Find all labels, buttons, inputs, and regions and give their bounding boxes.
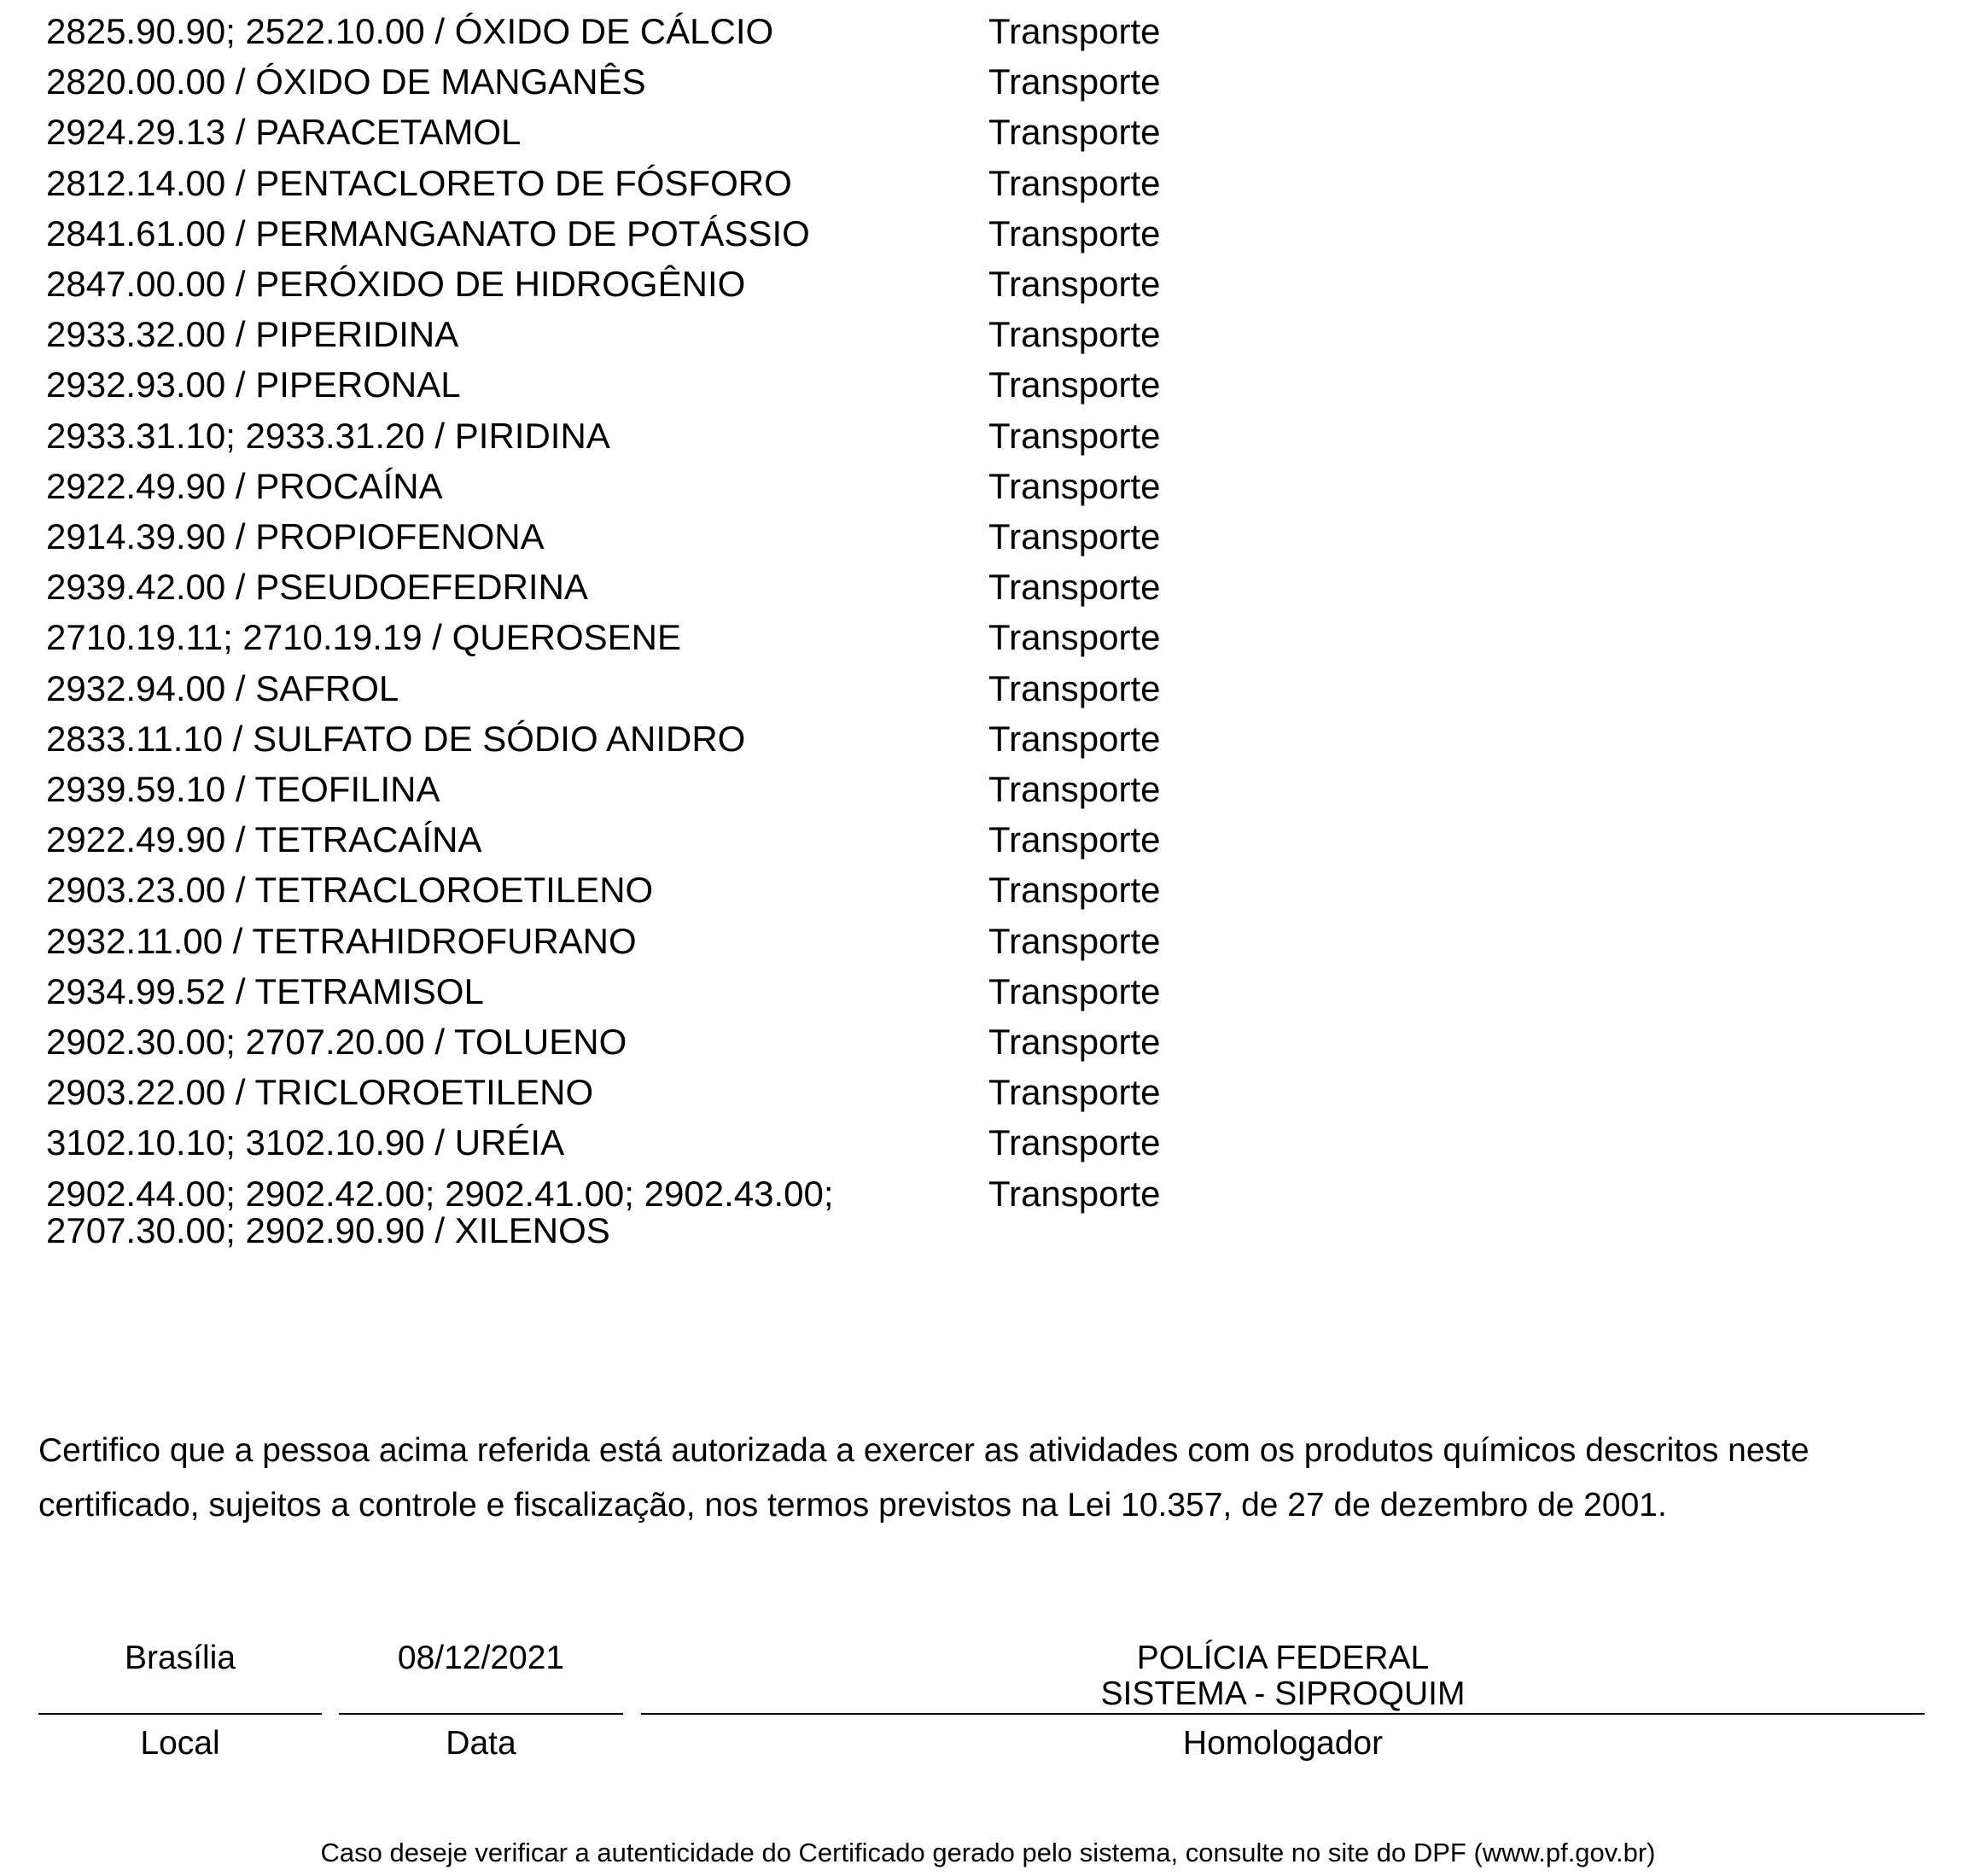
product-name: 2933.31.10; 2933.31.20 / PIRIDINA — [46, 415, 610, 456]
product-activity: Transporte — [988, 415, 1161, 456]
homologator-line-2: SISTEMA - SIPROQUIM — [1100, 1675, 1466, 1712]
product-activity: Transporte — [988, 617, 1161, 658]
product-activity: Transporte — [988, 364, 1161, 405]
product-activity: Transporte — [988, 213, 1161, 253]
product-name: 2710.19.11; 2710.19.19 / QUEROSENE — [46, 617, 682, 658]
product-name: 2932.94.00 / SAFROL — [46, 667, 399, 708]
product-name: 2922.49.90 / TETRACAÍNA — [46, 819, 482, 860]
product-name: 2841.61.00 / PERMANGANATO DE POTÁSSIO — [46, 213, 810, 253]
local-label: Local — [140, 1725, 220, 1762]
product-activity: Transporte — [988, 1122, 1161, 1163]
product-name: 2932.93.00 / PIPERONAL — [46, 364, 461, 405]
product-name: 2924.29.13 / PARACETAMOL — [46, 112, 522, 153]
product-name: 2903.22.00 / TRICLOROETILENO — [46, 1072, 594, 1113]
product-name: 2914.39.90 / PROPIOFENONA — [46, 516, 545, 556]
authenticity-note: Caso deseje verificar a autenticidade do Certificado gerado pelo sistema, consulte no site do DPF (www.pf.gov.br) — [320, 1838, 1656, 1867]
product-name: 2847.00.00 / PERÓXIDO DE HIDROGÊNIO — [46, 264, 746, 304]
date-value: 08/12/2021 — [397, 1640, 565, 1676]
product-activity: Transporte — [988, 920, 1161, 961]
product-activity: Transporte — [988, 870, 1161, 911]
product-name: 2939.59.10 / TEOFILINA — [46, 769, 440, 809]
product-name: 2812.14.00 / PENTACLORETO DE FÓSFORO — [46, 162, 792, 203]
product-activity: Transporte — [988, 465, 1161, 506]
product-name: 2922.49.90 / PROCAÍNA — [46, 465, 443, 506]
product-activity: Transporte — [988, 264, 1161, 304]
homologator-signature-line — [641, 1713, 1925, 1715]
product-name: 2939.42.00 / PSEUDOEFEDRINA — [46, 567, 588, 608]
product-activity: Transporte — [988, 667, 1161, 708]
product-activity: Transporte — [988, 11, 1161, 51]
product-name: 2932.11.00 / TETRAHIDROFURANO — [46, 920, 637, 961]
product-name: 2902.44.00; 2902.42.00; 2902.41.00; 2902.43.00; 2707.30.00; 2902.90.90 / XILENOS — [46, 1173, 834, 1250]
product-activity: Transporte — [988, 718, 1161, 759]
product-name: 2833.11.10 / SULFATO DE SÓDIO ANIDRO — [46, 718, 746, 759]
product-name: 2934.99.52 / TETRAMISOL — [46, 970, 484, 1011]
product-activity: Transporte — [988, 769, 1161, 809]
product-activity: Transporte — [988, 61, 1161, 102]
product-name: 2903.23.00 / TETRACLOROETILENO — [46, 870, 654, 911]
product-activity: Transporte — [988, 516, 1161, 556]
product-activity: Transporte — [988, 1072, 1161, 1113]
product-activity: Transporte — [988, 567, 1161, 608]
local-value: Brasília — [124, 1640, 236, 1676]
homologator-value — [641, 1640, 1925, 1712]
homologator-line-1: POLÍCIA FEDERAL — [1136, 1640, 1430, 1676]
product-activity: Transporte — [988, 1173, 1161, 1214]
product-activity: Transporte — [988, 162, 1161, 203]
product-activity: Transporte — [988, 1022, 1161, 1062]
product-name: 2825.90.90; 2522.10.00 / ÓXIDO DE CÁLCIO — [46, 11, 774, 51]
product-activity: Transporte — [988, 314, 1161, 355]
product-activity: Transporte — [988, 819, 1161, 860]
product-activity: Transporte — [988, 112, 1161, 153]
product-name: 2902.30.00; 2707.20.00 / TOLUENO — [46, 1022, 627, 1062]
homologator-label: Homologador — [1182, 1725, 1384, 1762]
date-signature-line — [339, 1713, 623, 1715]
product-activity: Transporte — [988, 970, 1161, 1011]
product-name: 2820.00.00 / ÓXIDO DE MANGANÊS — [46, 61, 646, 102]
date-label: Data — [446, 1725, 516, 1762]
product-name: 2933.32.00 / PIPERIDINA — [46, 314, 459, 355]
product-name: 3102.10.10; 3102.10.90 / URÉIA — [46, 1122, 565, 1163]
certification-text: Certifico que a pessoa acima referida está autorizada a exercer as atividades com os produtos químicos descritos neste certificado, sujeitos a controle e fiscalização, nos termos previstos na Lei 10.357, de 27 de dezembro de 2001. — [38, 1432, 1810, 1524]
local-signature-line — [38, 1713, 322, 1715]
